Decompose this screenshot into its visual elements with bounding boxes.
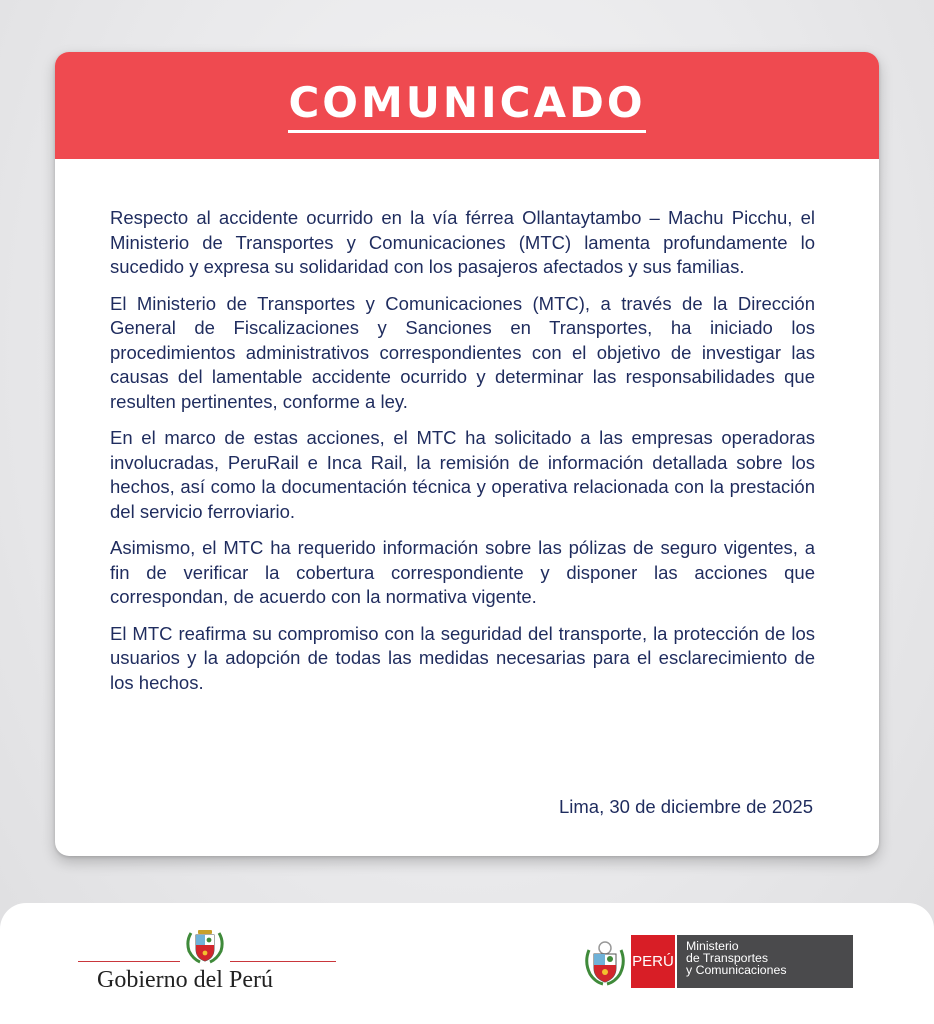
communique-body: [110, 206, 815, 707]
page-title: COMUNICADO: [288, 82, 645, 133]
ministry-line-3: y Comunicaciones: [686, 963, 787, 977]
paragraph-3: En el marco de estas acciones, el MTC ha solicitado a las empresas operadoras involucradas, PeruRail e Inca Rail, la remisión de información detallada sobre los hechos, así como la documentación técnica y operativa relacionada con la prestación del servicio ferroviario.: [110, 427, 815, 522]
gobierno-del-peru-label: Gobierno del Perú: [97, 967, 273, 993]
coat-of-arms-icon: [185, 929, 225, 965]
ministry-name: [677, 935, 853, 988]
ministry-line-2: de Transportes: [686, 951, 769, 965]
communique-card: [55, 52, 879, 856]
gobierno-del-peru-logo: [78, 929, 336, 999]
place-date-signature: Lima, 30 de diciembre de 2025: [558, 796, 813, 817]
card-header: [55, 52, 879, 159]
national-shield-icon: [584, 940, 626, 986]
mtc-brand-logo: [584, 934, 854, 990]
divider-left: [78, 961, 180, 962]
paragraph-1: Respecto al accidente ocurrido en la vía férrea Ollantaytambo – Machu Picchu, el Ministerio de Transportes y Comunicaciones (MTC) lamenta profundamente lo sucedido y expresa su solidaridad con los pasajeros afectados y sus familias.: [110, 207, 815, 277]
paragraph-5: El MTC reafirma su compromiso con la seguridad del transporte, la protección de los usuarios y la adopción de todas las medidas necesarias para el esclarecimiento de los hechos.: [110, 622, 815, 693]
peru-brand-label: PERÚ: [631, 935, 675, 988]
ministry-line-1: Ministerio: [686, 939, 739, 953]
paragraph-2: El Ministerio de Transportes y Comunicaciones (MTC), a través de la Dirección General de Fiscalizaciones y Sanciones en Transportes, ha iniciado los procedimientos administrativos correspondientes con el objetivo de investigar las causas del lamentable accidente ocurrido y determinar las responsabilidades que resulten pertinentes, conforme a ley.: [110, 292, 815, 412]
footer: [0, 903, 934, 1024]
paragraph-4: Asimismo, el MTC ha requerido información sobre las pólizas de seguro vigentes, a fin de verificar la cobertura correspondiente y disponer las acciones que correspondan, de acuerdo con la normativa vigente.: [110, 537, 815, 607]
divider-right: [230, 961, 336, 962]
